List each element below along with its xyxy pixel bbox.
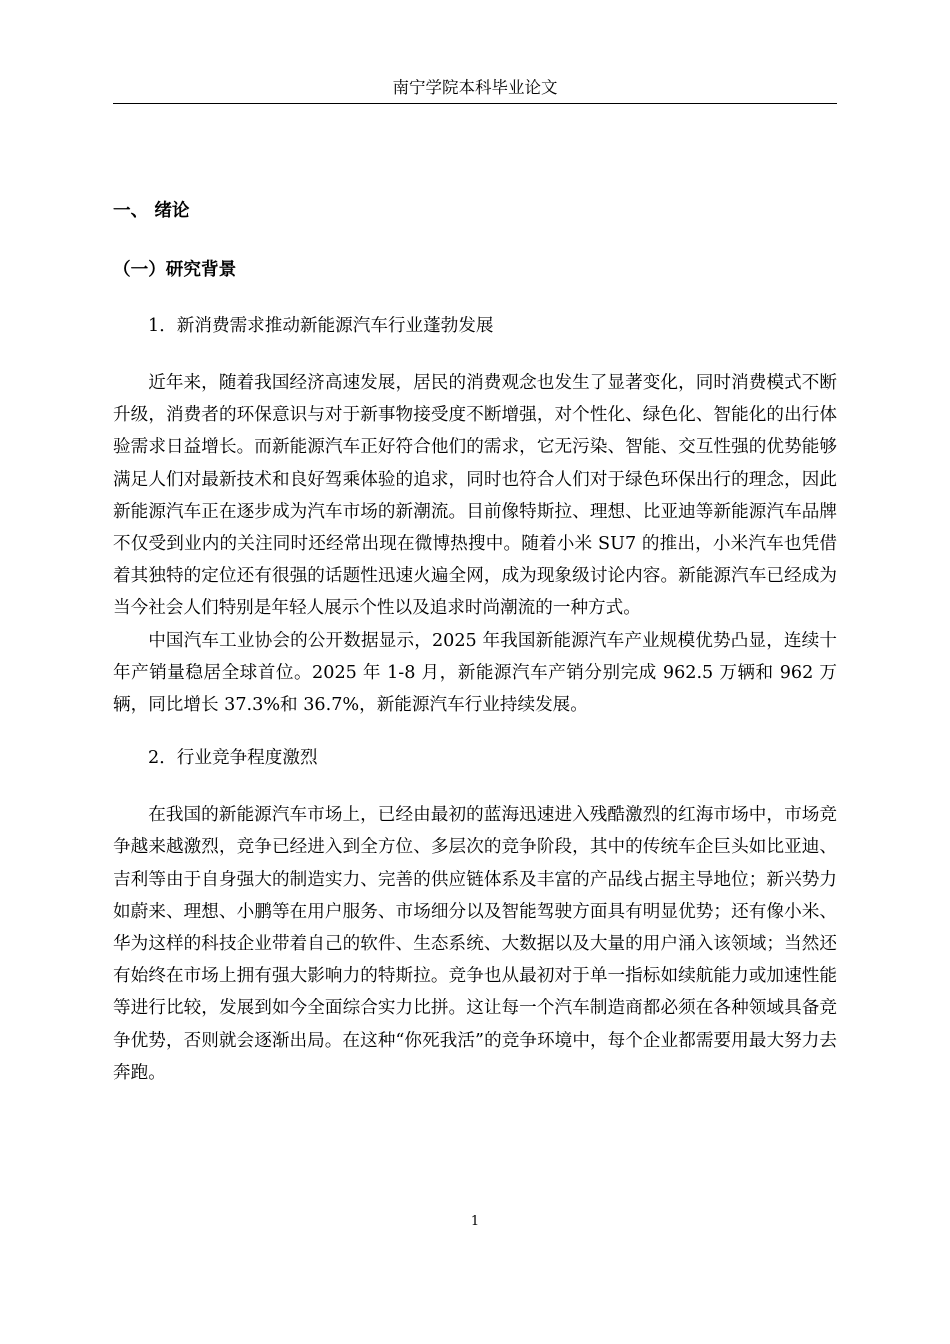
paragraph: 中国汽车工业协会的公开数据显示，2025 年我国新能源汽车产业规模优势凸显，连续十年产销量稳居全球首位。2025 年 1-8 月，新能源汽车产销分别完成 962.5 万辆和 962 万辆，同比增长 37.3%和 36.7%，新能源汽车行业持续发展。 (113, 630, 837, 716)
page-body (113, 196, 837, 1089)
header-divider (113, 103, 837, 104)
subsection-2-body (113, 799, 837, 1089)
page-number: 1 (470, 1214, 480, 1229)
subsection-heading-2: 2．行业竞争程度激烈 (148, 748, 318, 769)
subsection-1-body (113, 367, 837, 721)
chapter-heading: 一、 绪论 (113, 200, 190, 221)
subsection-heading-1: 1．新消费需求推动新能源汽车行业蓬勃发展 (148, 316, 494, 336)
paragraph: 近年来，随着我国经济高速发展，居民的消费观念也发生了显著变化，同时消费模式不断升级，消费者的环保意识与对于新事物接受度不断增强，对个性化、绿色化、智能化的出行体验需求日益增长。而新能源汽车正好符合他们的需求，它无污染、智能、交互性强的优势能够满足人们对最新技术和良好驾乘体验的追求，同时也符合人们对于绿色环保出行的理念，因此新能源汽车正在逐步成为汽车市场的新潮流。目前像特斯拉、理想、比亚迪等新能源汽车品牌不仅受到业内的关注同时还经常出现在微博热搜中。随着小米 SU7 的推出，小米汽车也凭借着其独特的定位还有很强的话题性迅速火遍全网，成为现象级讨论内容。新能源汽车已经成为当今社会人们特别是年轻人展示个性以及追求时尚潮流的一种方式。 (113, 373, 837, 619)
paragraph: 在我国的新能源汽车市场上，已经由最初的蓝海迅速进入残酷激烈的红海市场中，市场竞争越来越激烈，竞争已经进入到全方位、多层次的竞争阶段，其中的传统车企巨头如比亚迪、吉利等由于自身强大的制造实力、完善的供应链体系及丰富的产品线占据主导地位；新兴势力如蔚来、理想、小鹏等在用户服务、市场细分以及智能驾驶方面具有明显优势；还有像小米、华为这样的科技企业带着自己的软件、生态系统、大数据以及大量的用户涌入该领域；当然还有始终在市场上拥有强大影响力的特斯拉。竞争也从最初对于单一指标如续航能力或加速性能等进行比较，发展到如今全面综合实力比拼。这让每一个汽车制造商都必须在各种领域具备竞争优势，否则就会逐渐出局。在这种“你死我活”的竞争环境中，每个企业都需要用最大努力去奔跑。 (113, 805, 837, 1083)
running-header: 南宁学院本科毕业论文 (392, 78, 558, 97)
section-heading: （一）研究背景 (113, 259, 237, 280)
